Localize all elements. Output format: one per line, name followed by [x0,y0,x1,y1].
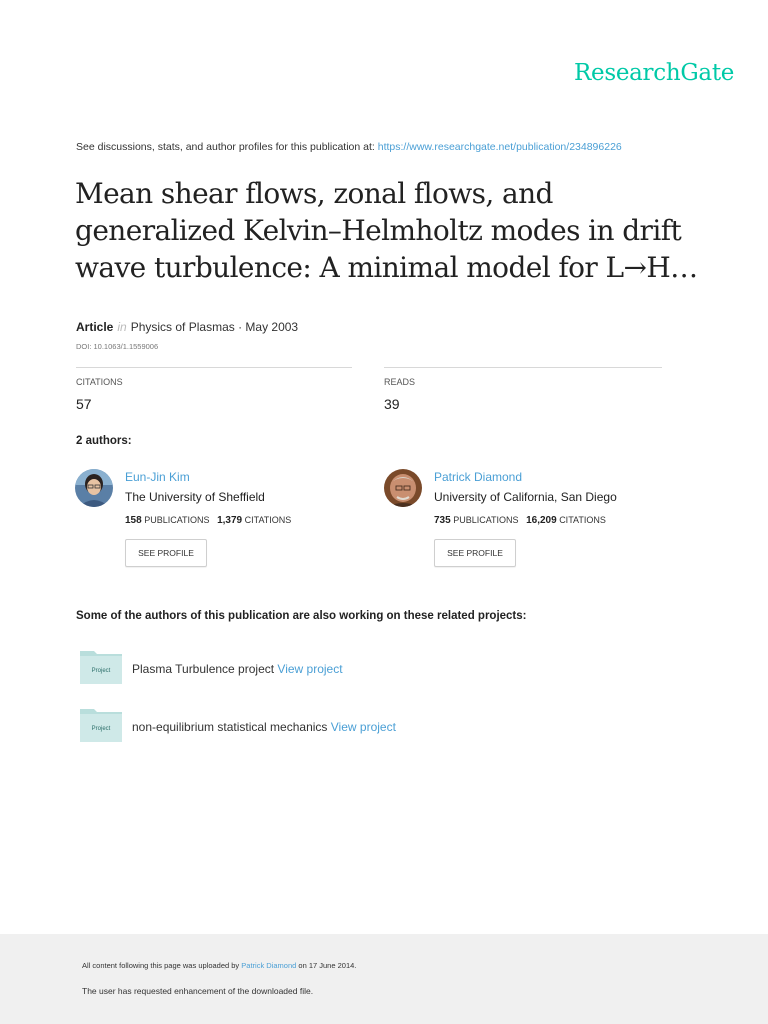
divider [76,367,352,368]
author-name-link[interactable]: Eun-Jin Kim [125,470,190,484]
view-project-link[interactable]: View project [277,662,343,676]
publications-count: 158 [125,515,142,526]
publication-url-link[interactable]: https://www.researchgate.net/publication/234896226 [377,141,622,153]
citations-label: CITATIONS [559,515,606,525]
author-institution[interactable]: University of California, San Diego [434,490,617,504]
project-folder-icon [80,648,122,684]
project-icon-label: Project [91,726,111,732]
publication-title: Mean shear flows, zonal flows, and generalized Kelvin–Helmholtz modes in drift wave turbulence: A minimal model for L→H… [75,177,698,284]
journal-date[interactable]: Physics of Plasmas · May 2003 [130,320,299,334]
publication-meta [76,320,298,334]
projects-heading: Some of the authors of this publication are also working on these related projects: [76,610,527,622]
view-project-link[interactable]: View project [330,720,396,734]
citations-value: 57 [76,396,92,412]
discussion-line [76,141,622,153]
see-profile-button[interactable]: SEE PROFILE [434,539,516,567]
upload-suffix: on 17 June 2014. [296,961,357,970]
upload-note [82,961,356,970]
publications-label: PUBLICATIONS [453,515,519,525]
project-item [132,720,396,734]
publication-type: Article [76,320,114,334]
citations-count: 1,379 [217,515,243,526]
project-icon-label: Project [91,668,111,674]
project-name: Plasma Turbulence project [132,662,275,676]
citations-count: 16,209 [526,515,557,526]
citations-label: CITATIONS [76,377,123,387]
doi-text: DOI: 10.1063/1.1559006 [76,342,159,351]
project-folder-icon [80,706,122,742]
avatar[interactable] [384,469,422,507]
researchgate-logo[interactable]: ResearchGate [574,60,735,86]
author-stats [434,515,606,526]
project-item [132,662,343,676]
upload-prefix: All content following this page was uploaded by [82,961,242,970]
reads-label: READS [384,377,416,387]
authors-heading: 2 authors: [76,435,132,447]
enhancement-note: The user has requested enhancement of the downloaded file. [82,986,314,996]
uploader-link[interactable]: Patrick Diamond [241,961,297,970]
citations-label: CITATIONS [244,515,292,525]
author-stats [125,515,291,526]
see-profile-button[interactable]: SEE PROFILE [125,539,207,567]
publications-count: 735 [434,515,451,526]
avatar[interactable] [75,469,113,507]
project-name: non-equilibrium statistical mechanics [132,720,328,734]
author-name-link[interactable]: Patrick Diamond [434,470,523,484]
footer [0,934,768,1024]
author-institution[interactable]: The University of Sheffield [125,490,265,504]
in-word: in [117,320,127,334]
reads-value: 39 [384,396,400,412]
publications-label: PUBLICATIONS [144,515,210,525]
divider [384,367,662,368]
discussion-prefix: See discussions, stats, and author profiles for this publication at: [76,141,378,153]
